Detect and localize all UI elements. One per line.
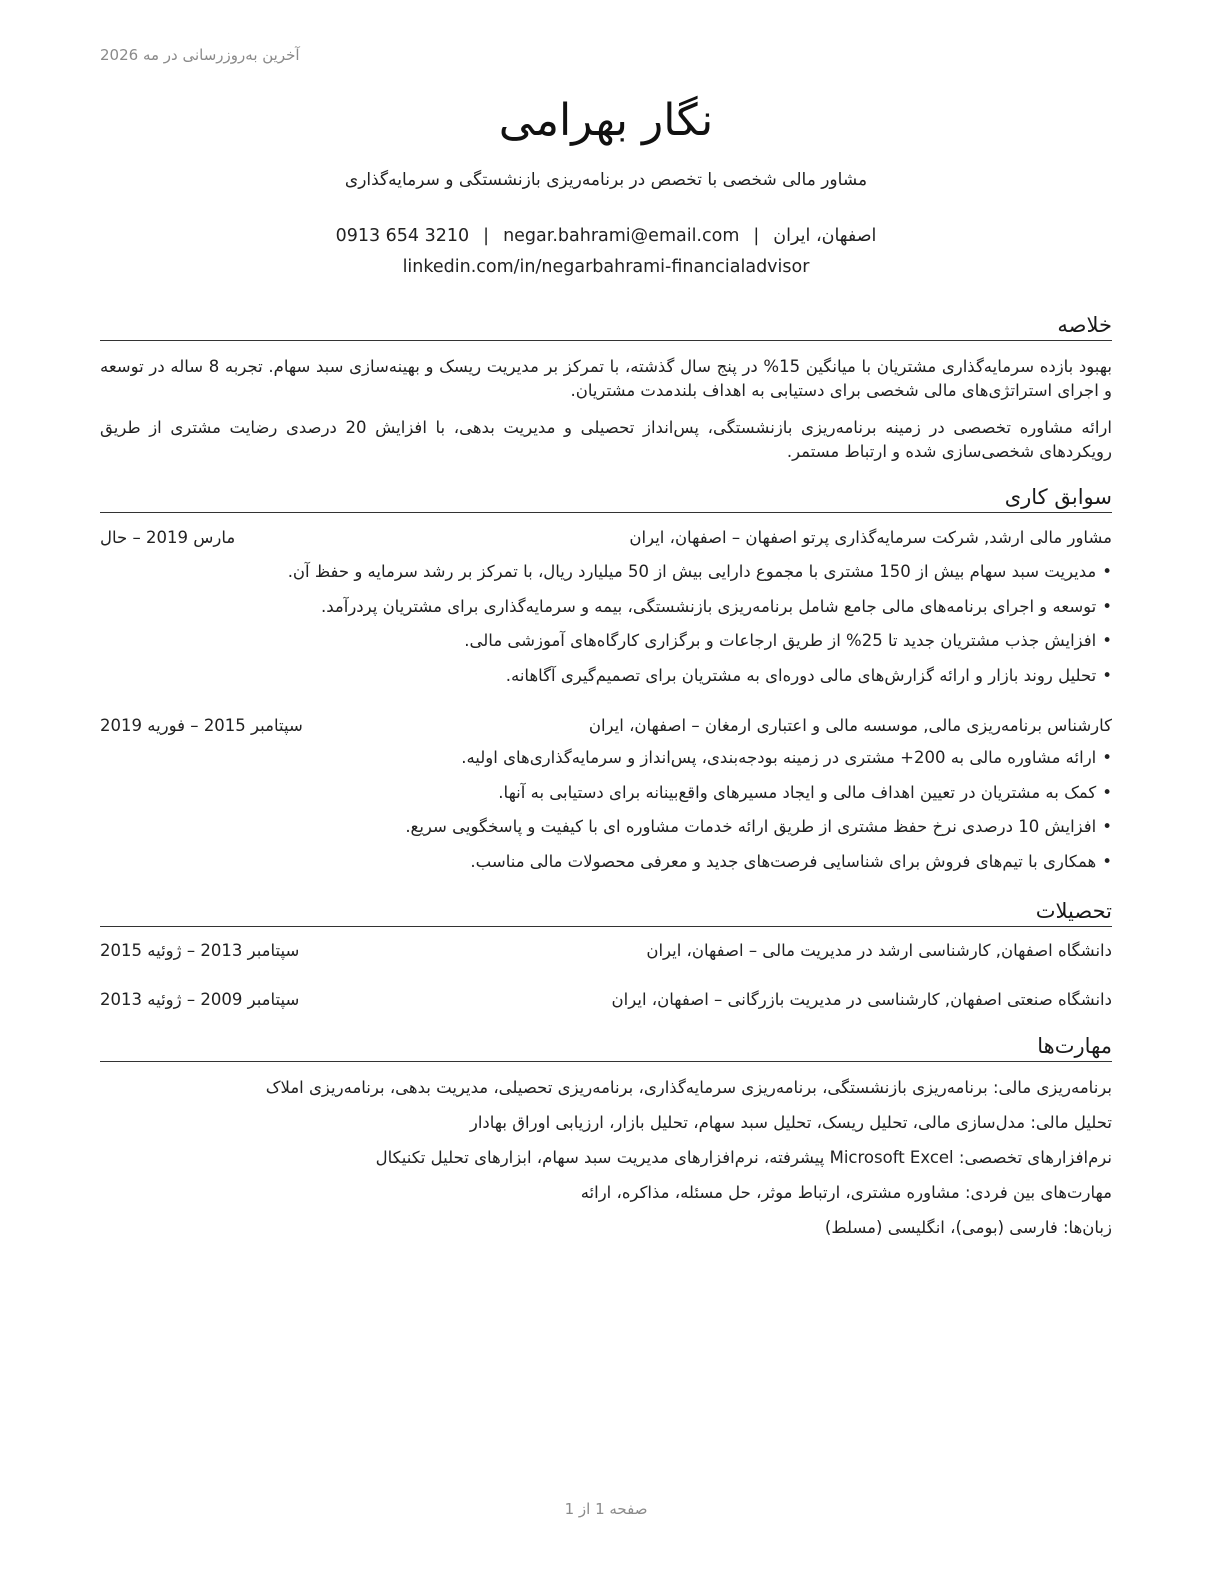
job-title: کارشناس برنامه‌ریزی مالی, موسسه مالی و اعتباری ارمغان – اصفهان، ایران [588,716,1112,735]
skill-line: برنامه‌ریزی مالی: برنامه‌ریزی بازنشستگی، برنامه‌ریزی سرمایه‌گذاری، برنامه‌ریزی تحصیلی، مدیریت بدهی، برنامه‌ریزی املاک [265,1078,1112,1097]
job-dates: سپتامبر 2015 – فوریه 2019 [100,716,303,735]
page-number: صفحه 1 از 1 [564,1500,648,1518]
job-bullets [100,560,1112,698]
job-title: مشاور مالی ارشد, شرکت سرمایه‌گذاری پرتو اصفهان – اصفهان، ایران [629,528,1112,547]
skills-list [100,1076,1112,1251]
list-item: • مدیریت سبد سهام بیش از 150 مشتری با مجموع دارایی بیش از 50 میلیارد ریال، با تمرکز بر رشد سرمایه و حفظ آن. [100,560,1112,595]
candidate-name: نگار بهرامی [498,95,714,146]
professional-headline: مشاور مالی شخصی با تخصص در برنامه‌ریزی بازنشستگی و سرمایه‌گذاری [344,170,868,190]
list-item: • توسعه و اجرای برنامه‌های مالی جامع شامل برنامه‌ریزی بازنشستگی، بیمه و سرمایه‌گذاری برای مشتریان پردرآمد. [100,595,1112,630]
email-link[interactable]: negar.bahrami@email.com [503,226,740,246]
job-bullets [100,746,1112,884]
last-updated-note: آخرین به‌روزرسانی در مه 2026 [100,46,300,64]
list-item: • همکاری با تیم‌های فروش برای شناسایی فرصت‌های جدید و معرفی محصولات مالی مناسب. [100,850,1112,885]
job-header [100,528,1112,554]
job-header [100,716,1112,742]
list-item: • افزایش جذب مشتریان جدید تا 25% از طریق ارجاعات و برگزاری کارگاه‌های آموزشی مالی. [100,629,1112,664]
linkedin-link[interactable]: linkedin.com/in/negarbahrami-financialadvisor [402,257,810,277]
education-item [100,941,1112,967]
job-dates: مارس 2019 – حال [100,528,236,547]
separator: | [483,226,490,246]
list-item: • تحلیل روند بازار و ارائه گزارش‌های مالی دوره‌ای به مشتریان برای تصمیم‌گیری آگاهانه. [100,664,1112,699]
skill-line: نرم‌افزارهای تخصصی: Microsoft Excel پیشرفته، نرم‌افزارهای مدیریت سبد سهام، ابزارهای تحلیل تکنیکال [375,1148,1112,1167]
skill-line: تحلیل مالی: مدل‌سازی مالی، تحلیل ریسک، تحلیل سبد سهام، تحلیل بازار، ارزیابی اوراق بهادار [469,1113,1112,1132]
list-item: • کمک به مشتریان در تعیین اهداف مالی و ایجاد مسیرهای واقع‌بینانه برای دستیابی به آنها. [100,781,1112,816]
list-item: • ارائه مشاوره مالی به 200+ مشتری در زمینه بودجه‌بندی، پس‌انداز و سرمایه‌گذاری‌های اولیه. [100,746,1112,781]
education-item [100,990,1112,1016]
section-heading-skills: مهارت‌ها [100,1031,1112,1062]
degree-dates: سپتامبر 2009 – ژوئیه 2013 [100,990,300,1009]
list-item: • افزایش 10 درصدی نرخ حفظ مشتری از طریق ارائه خدمات مشاوره ای با کیفیت و پاسخگویی سریع. [100,815,1112,850]
phone-number: 0913 654 3210 [335,226,470,246]
degree-title: دانشگاه اصفهان, کارشناسی ارشد در مدیریت مالی – اصفهان، ایران [646,941,1112,960]
separator: | [753,226,760,246]
location: اصفهان، ایران [773,226,877,246]
skill-line: زبان‌ها: فارسی (بومی)، انگلیسی (مسلط) [824,1218,1112,1237]
summary-paragraph: ارائه مشاوره تخصصی در زمینه برنامه‌ریزی بازنشستگی، پس‌انداز تحصیلی و مدیریت بدهی، با افزایش 20 درصدی رضایت مشتری از طریق رویکردهای شخصی‌سازی شده و ارتباط مستمر. [100,418,1112,461]
section-heading-summary: خلاصه [100,310,1112,341]
degree-dates: سپتامبر 2013 – ژوئیه 2015 [100,941,300,960]
section-heading-education: تحصیلات [100,896,1112,927]
resume-page [100,0,1112,1584]
contact-line [100,223,1112,249]
skill-line: مهارت‌های بین فردی: مشاوره مشتری، ارتباط موثر، حل مسئله، مذاکره، ارائه [580,1183,1112,1202]
summary-paragraph: بهبود بازده سرمایه‌گذاری مشتریان با میانگین 15% در پنج سال گذشته، با تمرکز بر مدیریت ریسک و بهینه‌سازی سبد سهام. تجربه 8 ساله در توسعه و اجرای استراتژی‌های مالی شخصی برای دستیابی به اهداف بلندمدت مشتریان. [100,357,1112,400]
section-heading-experience: سوابق کاری [100,482,1112,513]
degree-title: دانشگاه صنعتی اصفهان, کارشناسی در مدیریت بازرگانی – اصفهان، ایران [611,990,1112,1009]
